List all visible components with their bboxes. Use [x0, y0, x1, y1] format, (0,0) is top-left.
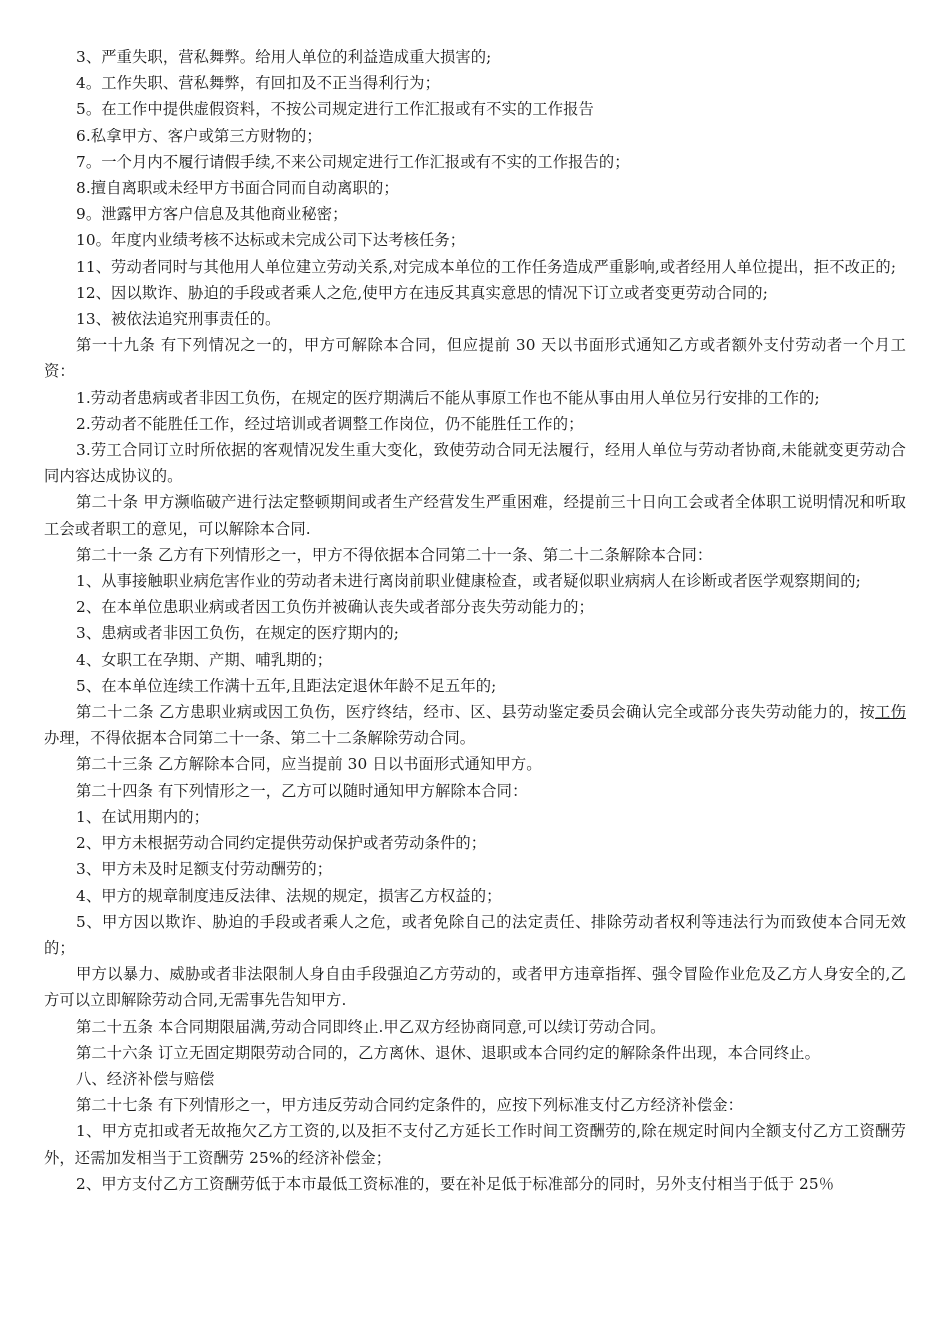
article-27-item-2: 2、甲方支付乙方工资酬劳低于本市最低工资标准的，要在补足低于标准部分的同时，另外支付相当于低于 25％: [76, 1174, 835, 1193]
article-21-item-5: 5、在本单位连续工作满十五年,且距法定退休年龄不足五年的;: [76, 676, 497, 695]
article-24-heading: 第二十四条 有下列情形之一，乙方可以随时通知甲方解除本合同：: [76, 781, 528, 800]
article-19-item-1: 1.劳动者患病或者非因工负伤，在规定的医疗期满后不能从事原工作也不能从事由用人单位另行安排的工作的;: [76, 388, 820, 407]
article-24-item-2: 2、甲方未根据劳动合同约定提供劳动保护或者劳动条件的；: [76, 834, 487, 853]
clause-4-dereliction-kickbacks: 4。工作失职、营私舞弊，有回扣及不正当得利行为；: [76, 74, 440, 93]
clause-9-leaking-secrets: 9。泄露甲方客户信息及其他商业秘密；: [76, 205, 348, 224]
article-22: [44, 699, 906, 751]
article-21-item-2: 2、在本单位患职业病或者因工负伤并被确认丧失或者部分丧失劳动能力的；: [76, 598, 594, 617]
clause-3-serious-dereliction: 3、严重失职，营私舞弊。给用人单位的利益造成重大损害的;: [76, 48, 492, 66]
article-27-item-1: 1、甲方克扣或者无故拖欠乙方工资的,以及拒不支付乙方延长工作时间工资酬劳的,除在规定时间内全额支付乙方工资酬劳外，还需加发相当于工资酬劳 25%的经济补偿金；: [44, 1122, 906, 1167]
clause-12-fraud-coercion: 12、因以欺诈、胁迫的手段或者乘人之危,使甲方在违反其真实意思的情况下订立或者变更劳动合同的;: [76, 283, 768, 302]
article-19-item-3: 3.劳工合同订立时所依据的客观情况发生重大变化，致使劳动合同无法履行，经用人单位与劳动者协商,未能就变更劳动合同内容达成协议的。: [44, 441, 906, 486]
clause-11-dual-employment: 11、劳动者同时与其他用人单位建立劳动关系,对完成本单位的工作任务造成严重影响,或者经用人单位提出，拒不改正的;: [76, 257, 897, 276]
article-21-item-3: 3、患病或者非因工负伤，在规定的医疗期内的;: [76, 624, 400, 643]
article-22-text-before: 第二十二条 乙方患职业病或因工负伤，医疗终结，经市、区、县劳动鉴定委员会确认完全或部分丧失劳动能力的，按: [76, 703, 876, 722]
clause-5-false-information: 5。在工作中提供虚假资料，不按公司规定进行工作汇报或有不实的工作报告: [76, 100, 594, 119]
clause-8-unauthorized-leave: 8.擅自离职或未经甲方书面合同而自动离职的；: [76, 179, 399, 198]
article-21-heading: 第二十一条 乙方有下列情形之一，甲方不得依据本合同第二十一条、第二十二条解除本合同：: [76, 545, 713, 564]
article-24-item-1: 1、在试用期内的；: [76, 807, 210, 826]
article-24-item-4: 4、甲方的规章制度违反法律、法规的规定，损害乙方权益的；: [76, 886, 502, 905]
clause-10-performance: 10。年度内业绩考核不达标或未完成公司下达考核任务；: [76, 231, 466, 250]
work-injury-link: 工伤: [875, 703, 906, 722]
article-24-item-3: 3、甲方未及时足额支付劳动酬劳的；: [76, 860, 333, 879]
article-21-item-4: 4、女职工在孕期、产期、哺乳期的；: [76, 650, 333, 669]
article-22-text-after: 办理，不得依据本合同第二十一条、第二十二条解除劳动合同。: [44, 729, 476, 748]
article-20: 第二十条 甲方濒临破产进行法定整顿期间或者生产经营发生严重困难，经提前三十日向工会或者全体职工说明情况和听取工会或者职工的意见，可以解除本合同.: [44, 493, 906, 538]
document-page: [44, 44, 906, 1197]
clause-13-criminal: 13、被依法追究刑事责任的。: [76, 310, 281, 329]
article-24-item-5: 5、甲方因以欺诈、胁迫的手段或者乘人之危，或者免除自己的法定责任、排除劳动者权利等违法行为而致使本合同无效的；: [44, 912, 906, 957]
article-26: 第二十六条 订立无固定期限劳动合同的，乙方离休、退休、退职或本合同约定的解除条件出现，本合同终止。: [76, 1043, 821, 1062]
clause-6-taking-property: 6.私拿甲方、客户或第三方财物的；: [76, 126, 322, 145]
article-19-heading: 第一十九条 有下列情况之一的，甲方可解除本合同，但应提前 30 天以书面形式通知乙方或者额外支付劳动者一个月工资：: [44, 336, 906, 381]
article-19-item-2: 2.劳动者不能胜任工作，经过培训或者调整工作岗位，仍不能胜任工作的；: [76, 414, 584, 433]
article-23: 第二十三条 乙方解除本合同，应当提前 30 日以书面形式通知甲方。: [76, 755, 542, 774]
article-21-item-1: 1、从事接触职业病危害作业的劳动者未进行离岗前职业健康检查，或者疑似职业病病人在诊断或者医学观察期间的;: [76, 572, 861, 591]
article-24-violence-clause: 甲方以暴力、威胁或者非法限制人身自由手段强迫乙方劳动的，或者甲方违章指挥、强令冒险作业危及乙方人身安全的,乙方可以立即解除劳动合同,无需事先告知甲方.: [44, 965, 906, 1010]
clause-7-leave-procedures: 7。一个月内不履行请假手续,不来公司规定进行工作汇报或有不实的工作报告的；: [76, 152, 630, 171]
article-27-heading: 第二十七条 有下列情形之一，甲方违反劳动合同约定条件的，应按下列标准支付乙方经济补偿金：: [76, 1096, 744, 1115]
section-8-heading: 八、经济补偿与赔偿: [76, 1069, 215, 1088]
article-25: 第二十五条 本合同期限届满,劳动合同即终止.甲乙双方经协商同意,可以续订劳动合同。: [76, 1017, 666, 1036]
